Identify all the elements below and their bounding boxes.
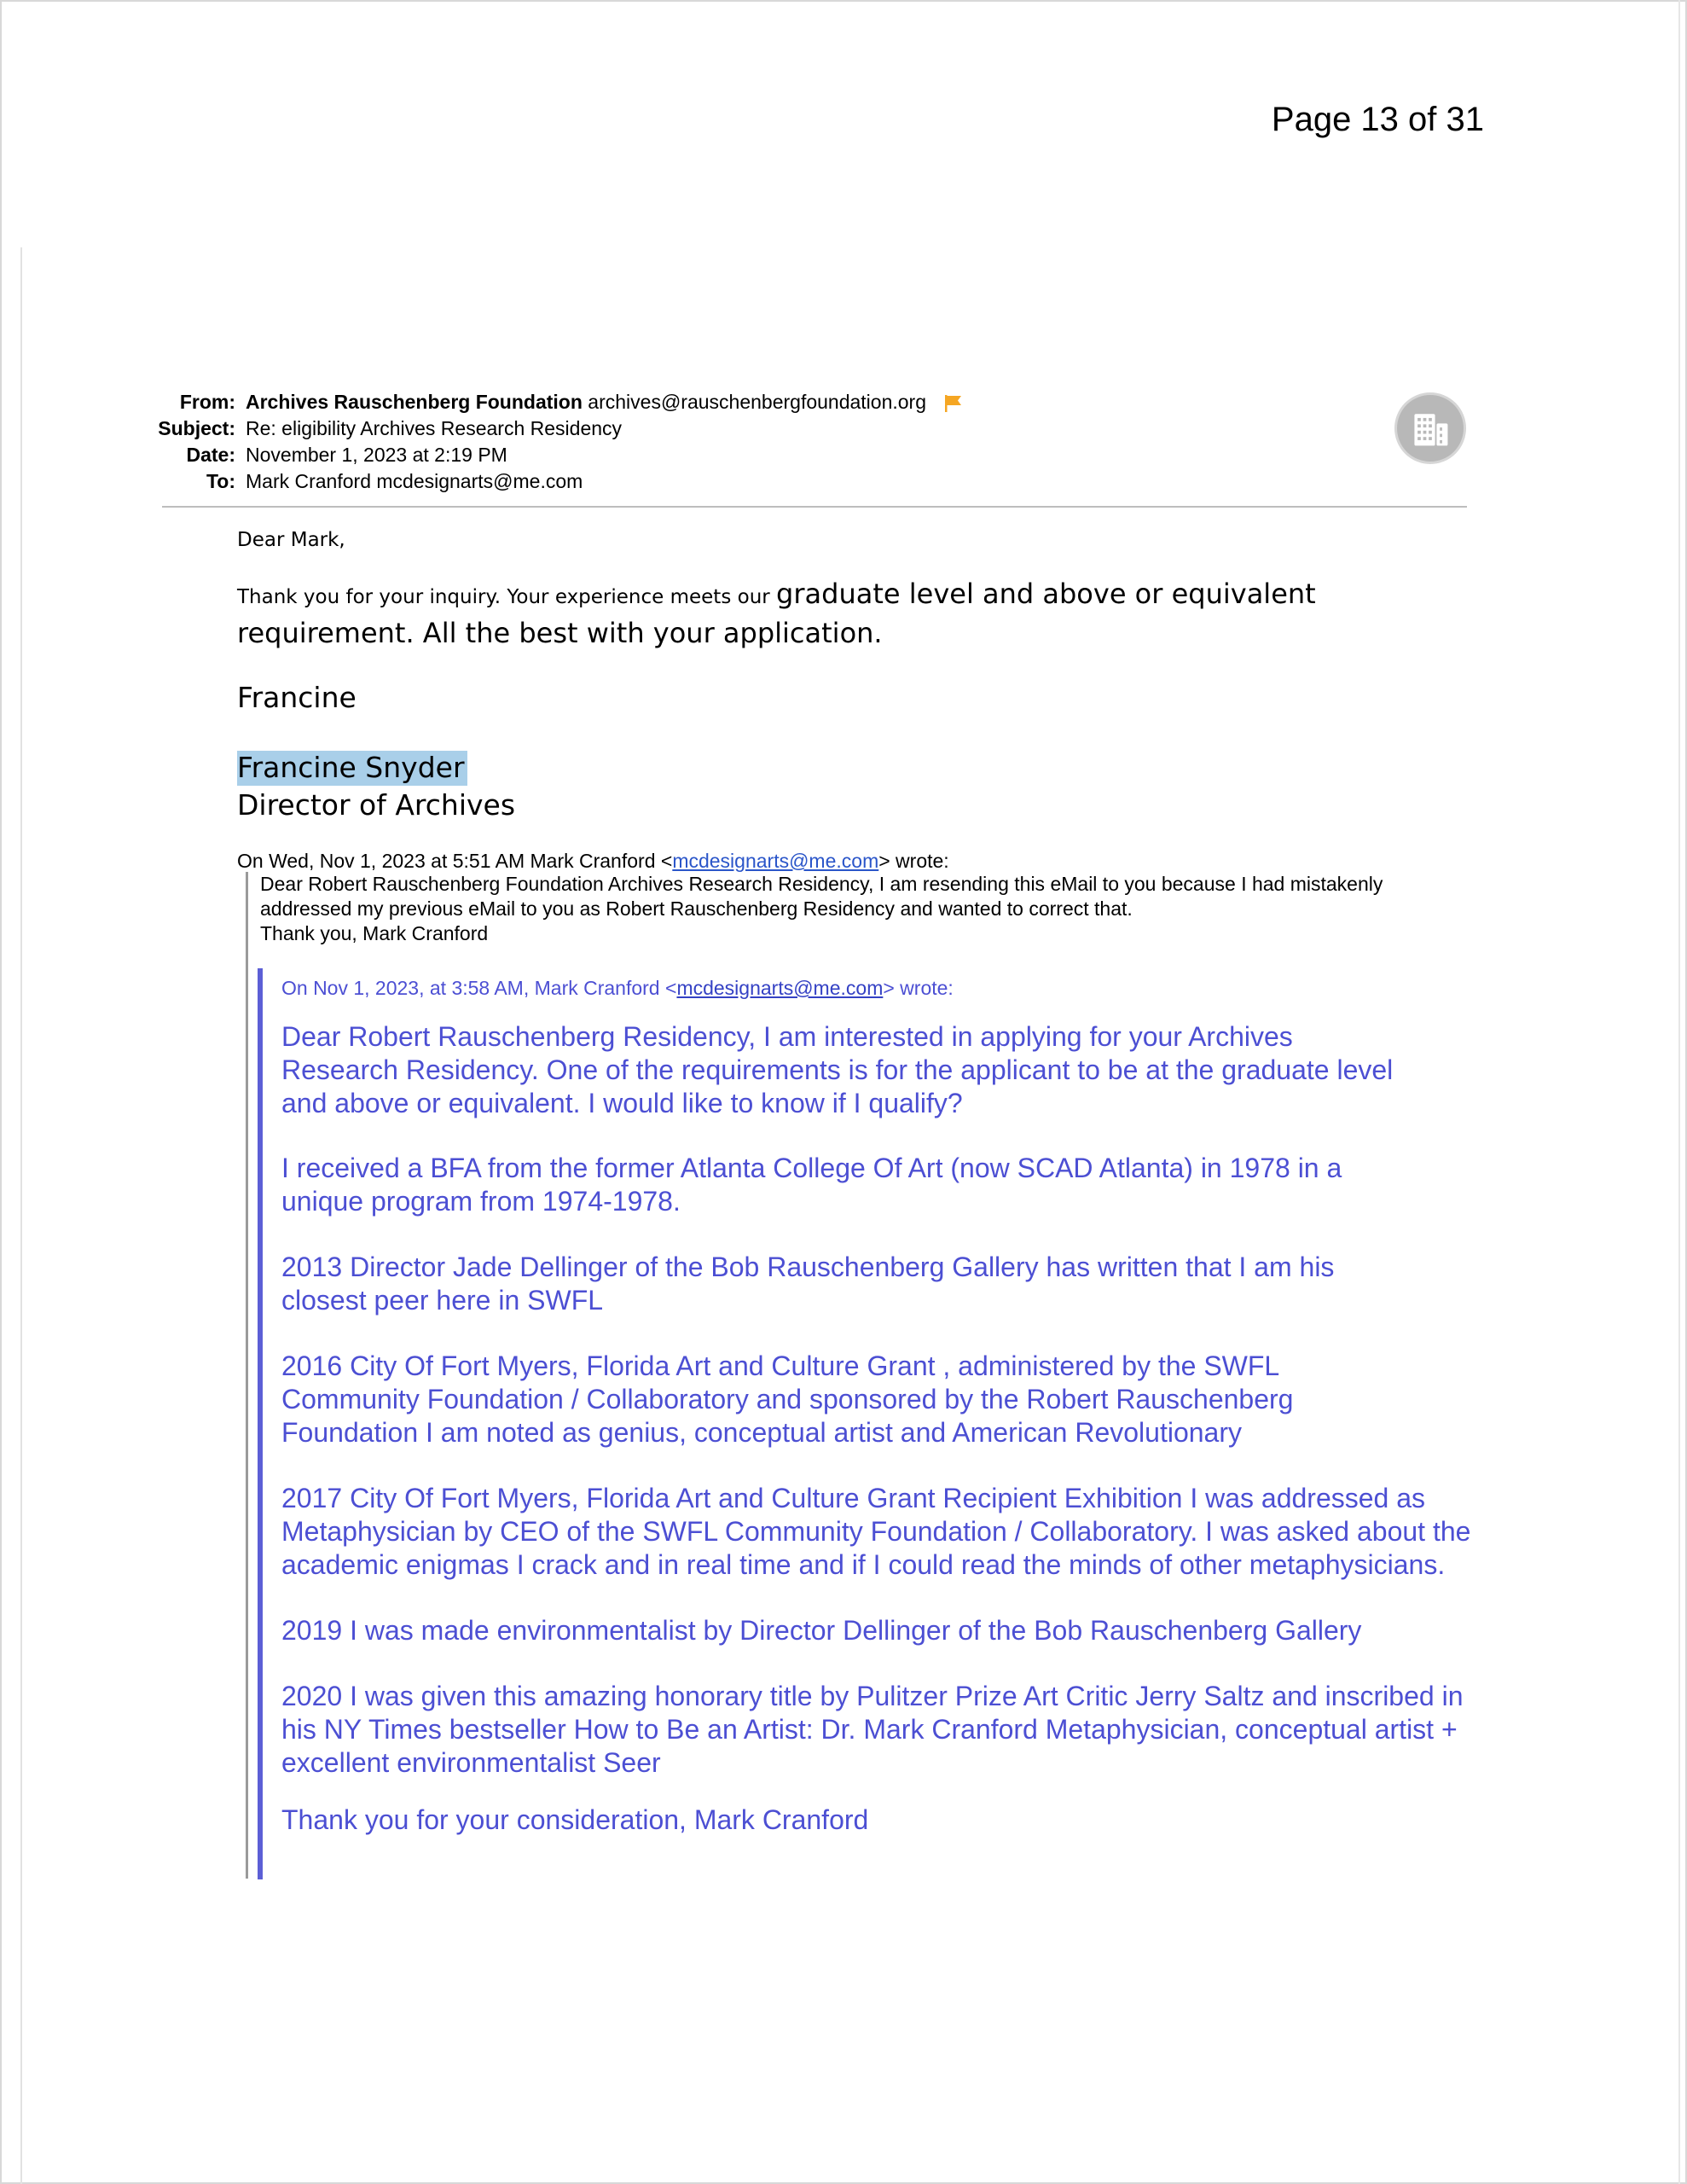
date-row — [136, 442, 1467, 468]
right-rule — [1678, 0, 1680, 2184]
greeting: Dear Mark, — [237, 529, 345, 551]
reply1-thanks: Thank you, Mark Cranford — [260, 922, 489, 944]
reply2-paragraph: I received a BFA from the former Atlanta College Of Art (now SCAD Atlanta) in 1978 in a unique program from 1974-1978. — [281, 1153, 1342, 1217]
header-divider — [162, 506, 1467, 508]
signature-first-name: Francine — [237, 681, 357, 714]
reply2-paragraph: Dear Robert Rauschenberg Residency, I am interested in applying for your Archives Research Residency. One of the requirements is for the applicant to be at the graduate level and above or equivalent. I would like to know if I qualify? — [281, 1021, 1394, 1118]
reply2-wrote-prefix: On Nov 1, 2023, at 3:58 AM, Mark Cranford < — [281, 977, 677, 999]
subject-row — [136, 415, 1467, 442]
thanks-small-text: Thank you for your inquiry. Your experience meets our — [237, 586, 777, 608]
reply2-paragraph: 2020 I was given this amazing honorary title by Pulitzer Prize Art Critic Jerry Saltz and inscribed in his NY Times bestseller How to Be an Artist: Dr. Mark Cranford Metaphysician, conceptual artist + excellent environmentalist Seer — [281, 1681, 1464, 1778]
to-value: Mark Cranford mcdesignarts@me.com — [246, 470, 583, 492]
date-label: Date: — [186, 444, 235, 466]
from-email[interactable]: archives@rauschenbergfoundation.org — [588, 391, 927, 413]
reply1-email-link[interactable]: mcdesignarts@me.com — [672, 850, 879, 872]
reply2-email-link[interactable]: mcdesignarts@me.com — [676, 977, 884, 999]
left-rule — [20, 247, 22, 2184]
reply2-paragraph: 2017 City Of Fort Myers, Florida Art and Culture Grant Recipient Exhibition I was addressed as Metaphysician by CEO of the SWFL Community Foundation / Collaboratory. I was asked about the academic enigmas I crack and in real time and if I could read the minds of other metaphysicians. — [281, 1483, 1471, 1580]
from-name: Archives Rauschenberg Foundation — [246, 391, 583, 413]
page-number: Page 13 of 31 — [1271, 101, 1484, 138]
reply1-wrote-prefix: On Wed, Nov 1, 2023 at 5:51 AM Mark Cranford < — [237, 850, 673, 872]
building-icon — [1397, 395, 1464, 462]
thanks-large-text: graduate level and above or equivalent requirement. All the best with your application. — [237, 578, 1316, 649]
signature-full-name: Francine Snyder — [237, 751, 467, 786]
reply2-paragraph: 2016 City Of Fort Myers, Florida Art and Culture Grant , administered by the SWFL Community Foundation / Collaboratory and sponsored by the Robert Rauschenberg Foundation I am noted as genius, conceptual artist and American Revolutionary — [281, 1350, 1294, 1448]
subject-value: Re: eligibility Archives Research Residency — [246, 417, 623, 439]
sender-avatar — [1394, 392, 1466, 464]
email-header — [136, 389, 1467, 495]
date-value: November 1, 2023 at 2:19 PM — [246, 444, 507, 466]
reply1-attribution — [237, 850, 949, 873]
from-value — [246, 391, 964, 414]
reply2-paragraph: Thank you for your consideration, Mark Cranford — [281, 1804, 869, 1835]
to-label: To: — [206, 470, 235, 492]
reply2-quote — [258, 968, 1493, 1879]
reply2-attribution — [281, 977, 1493, 1000]
reply2-paragraph: 2019 I was made environmentalist by Director Dellinger of the Bob Rauschenberg Gallery — [281, 1615, 1362, 1646]
subject-label: Subject: — [158, 417, 235, 439]
flag-icon[interactable] — [943, 394, 964, 413]
reply1-wrote-suffix: > wrote: — [878, 850, 949, 872]
reply2-paragraph: 2013 Director Jade Dellinger of the Bob Rauschenberg Gallery has written that I am his closest peer here in SWFL — [281, 1252, 1335, 1316]
from-row — [136, 389, 1467, 415]
reply1-text: Dear Robert Rauschenberg Foundation Archives Research Residency, I am resending this eMail to you because I had mistakenly addressed my previous eMail to you as Robert Rauschenberg Residency and wanted to correct that. — [260, 873, 1383, 920]
reply2-wrote-suffix: > wrote: — [883, 977, 954, 999]
thanks-paragraph — [237, 577, 1465, 655]
to-row — [136, 468, 1467, 495]
from-label: From: — [179, 391, 235, 413]
signature-title: Director of Archives — [237, 788, 516, 822]
